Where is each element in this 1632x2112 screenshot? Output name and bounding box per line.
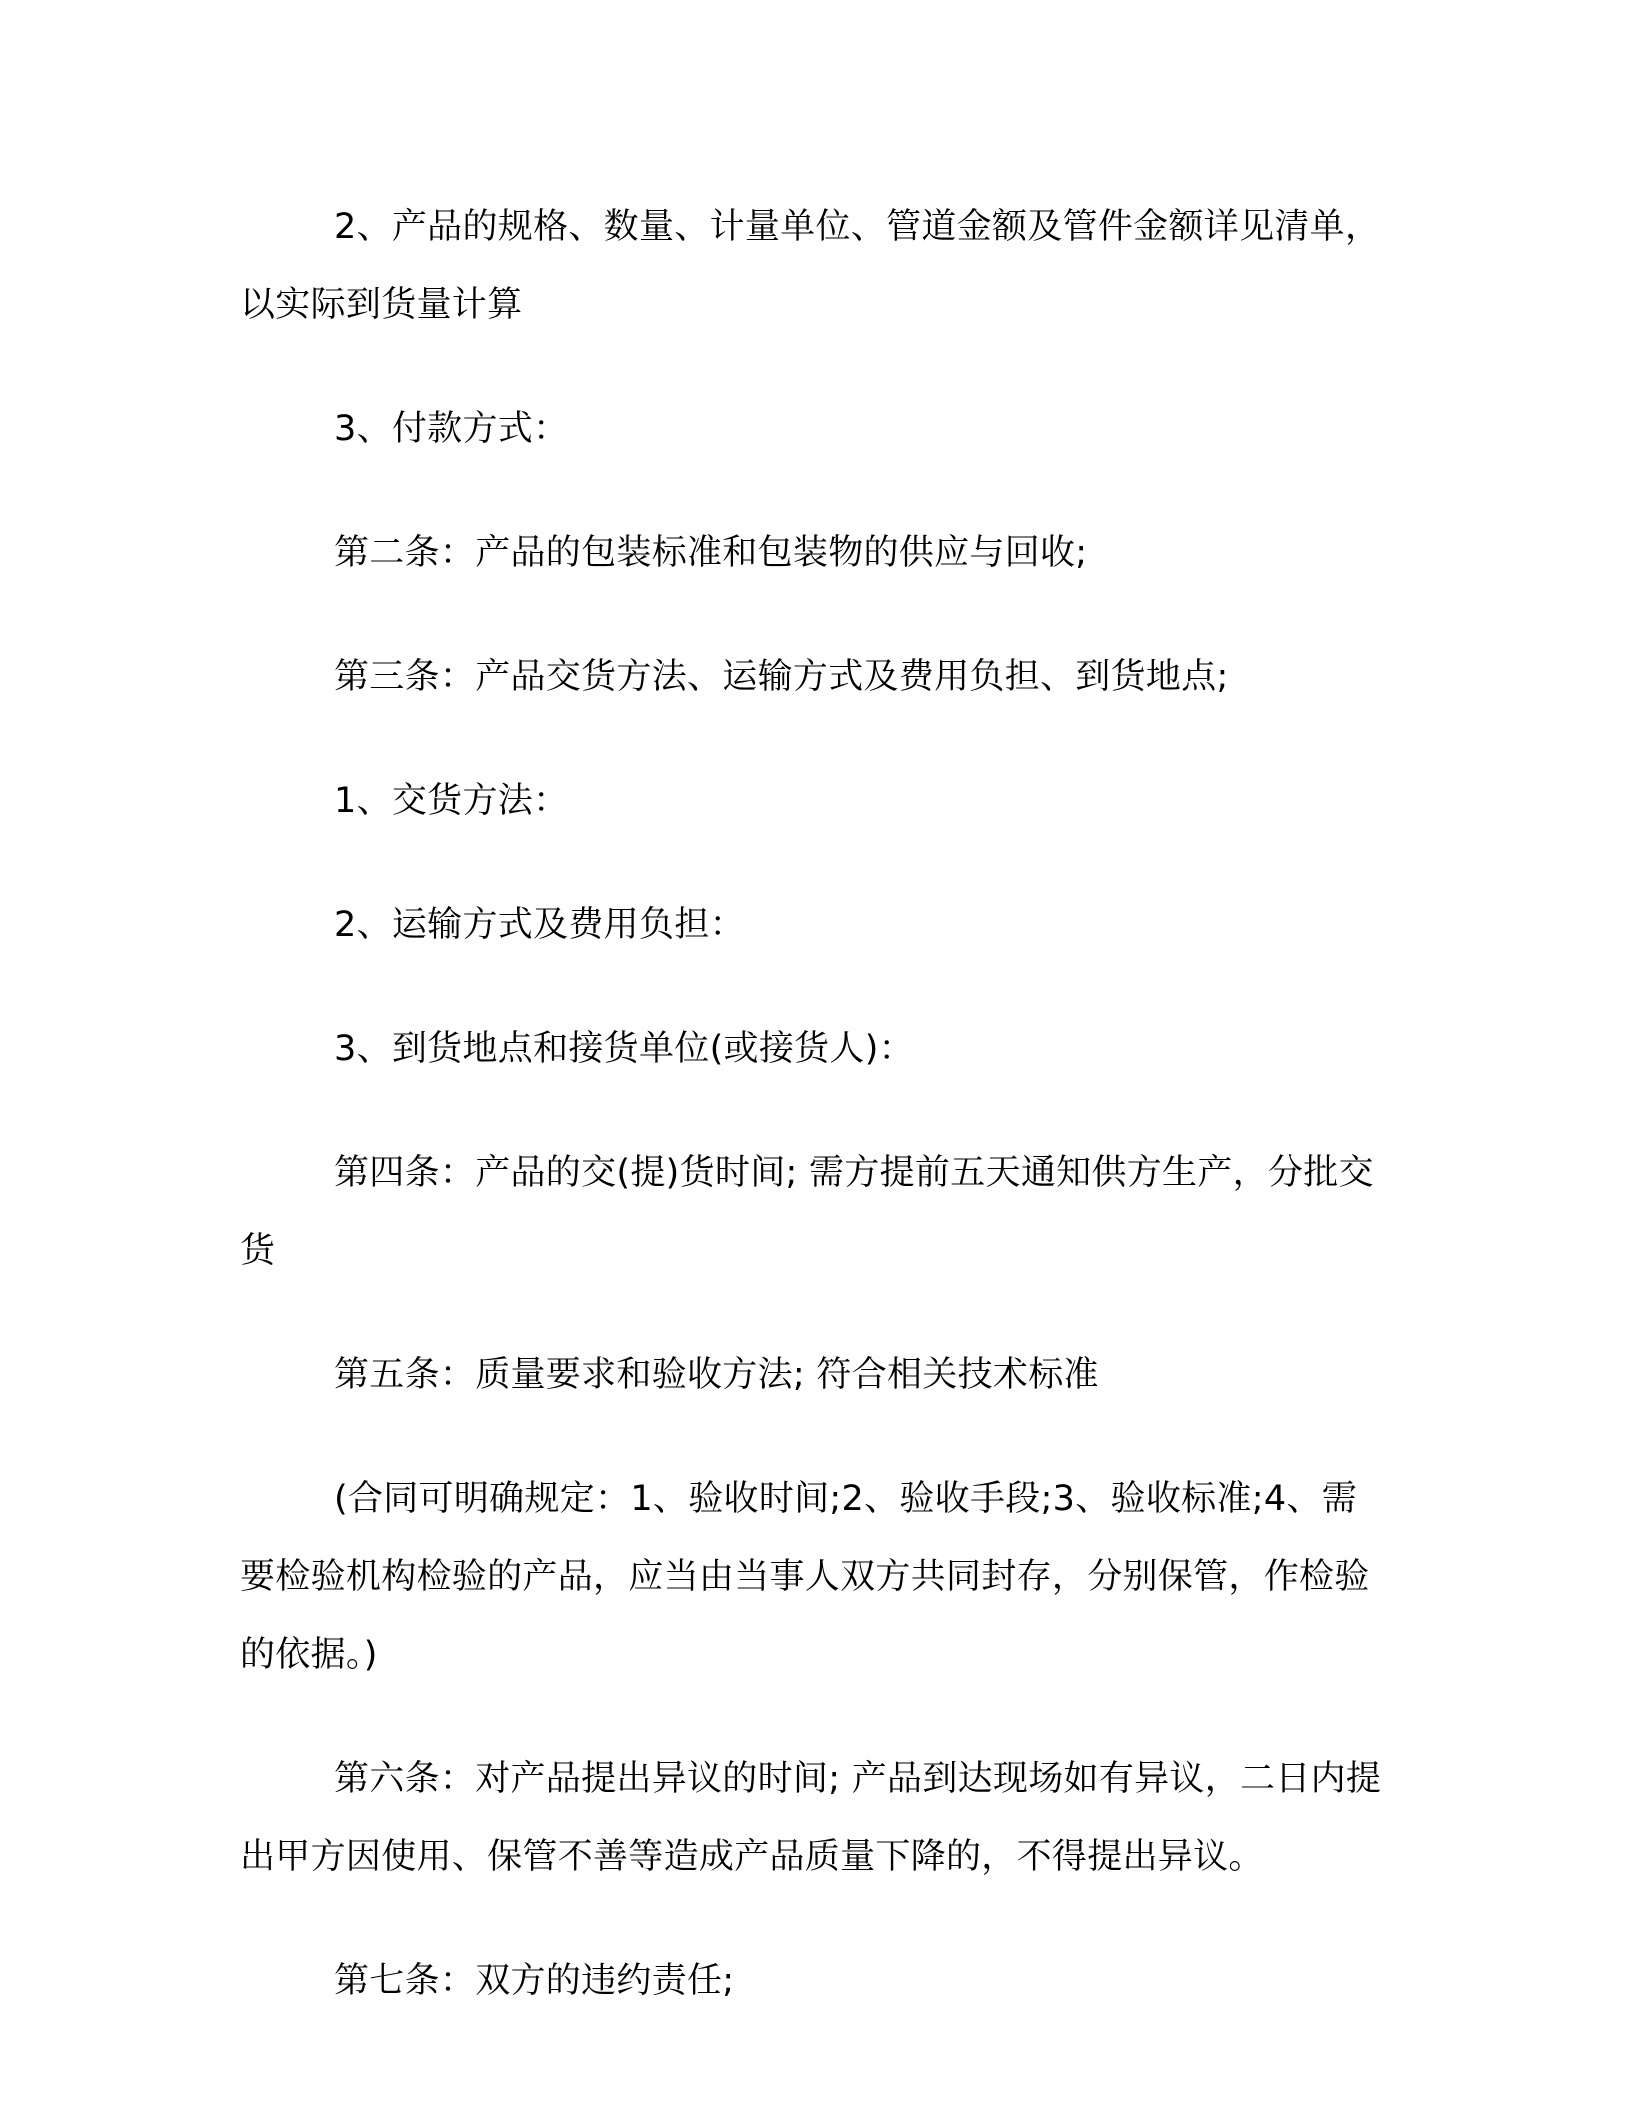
paragraph-article-2: 第二条：产品的包装标准和包装物的供应与回收;	[334, 533, 1088, 573]
paragraph-delivery-location: 3、到货地点和接货单位(或接货人)：	[334, 1029, 914, 1069]
paragraph-article-5: 第五条：质量要求和验收方法; 符合相关技术标准	[334, 1355, 1099, 1395]
paragraph-spec-quantity: 2、产品的规格、数量、计量单位、管道金额及管件金额详见清单，以实际到货量计算	[240, 207, 1381, 325]
paragraph-delivery-method: 1、交货方法：	[334, 781, 569, 821]
paragraph-article-3: 第三条：产品交货方法、运输方式及费用负担、到货地点;	[334, 657, 1229, 697]
document-body	[240, 188, 1388, 2066]
paragraph-transport-cost: 2、运输方式及费用负担：	[334, 905, 745, 945]
paragraph-article-6: 第六条：对产品提出异议的时间; 产品到达现场如有异议，二日内提出甲方因使用、保管不善等造成产品质量下降的，不得提出异议。	[240, 1759, 1382, 1877]
paragraph-article-7: 第七条：双方的违约责任;	[334, 1961, 735, 2001]
paragraph-acceptance-notes: (合同可明确规定：1、验收时间;2、验收手段;3、验收标准;4、需要检验机构检验的产品，应当由当事人双方共同封存，分别保管，作检验的依据。)	[240, 1479, 1370, 1675]
paragraph-article-4: 第四条：产品的交(提)货时间; 需方提前五天通知供方生产，分批交货	[240, 1153, 1374, 1271]
paragraph-payment-method: 3、付款方式：	[334, 409, 569, 449]
